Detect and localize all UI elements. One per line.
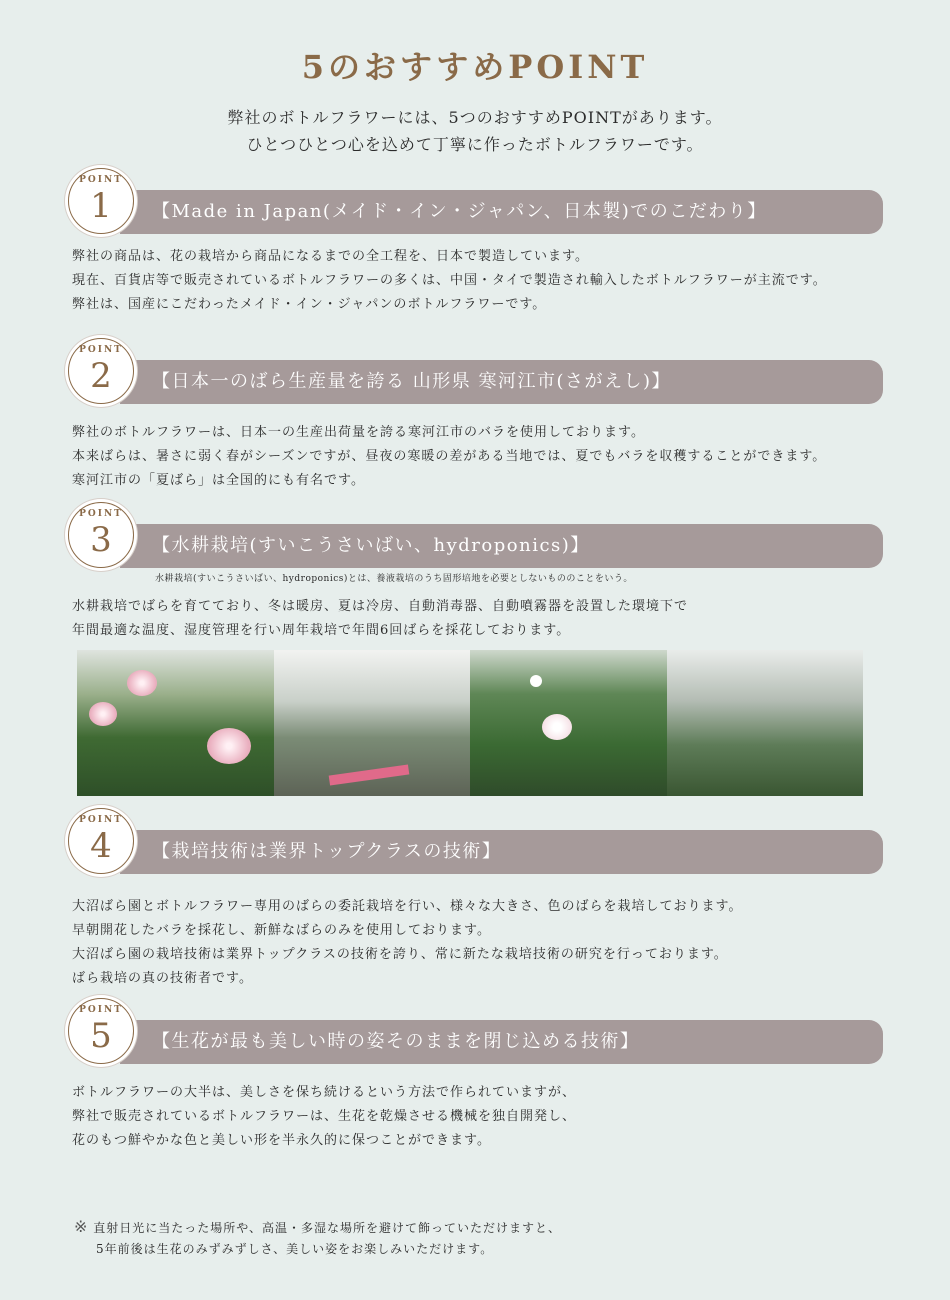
greenhouse-photos: [77, 650, 863, 796]
point-2-header: [68, 338, 883, 402]
badge-number: 4: [90, 826, 112, 866]
point-badge-3: [68, 502, 134, 568]
point-badge-1: [68, 168, 134, 234]
badge-number: 5: [90, 1016, 112, 1056]
point-heading: 【Made in Japan(メイド・イン・ジャパン、日本製)でのこだわり】: [120, 190, 883, 234]
point-5-header: [68, 998, 883, 1062]
intro-line: ひとつひとつ心を込めて丁寧に作ったボトルフラワーです。: [246, 135, 704, 154]
body-line: 弊社の商品は、花の栽培から商品になるまでの全工程を、日本で製造しています。: [72, 249, 589, 264]
point-heading: 【生花が最も美しい時の姿そのままを閉じ込める技術】: [120, 1020, 883, 1064]
body-line: 現在、百貨店等で販売されているボトルフラワーの多くは、中国・タイで製造され輸入したボトルフラワーが主流です。: [72, 273, 827, 288]
body-line: 花のもつ鮮やかな色と美しい形を半永久的に保つことができます。: [72, 1133, 491, 1148]
badge-label: POINT: [79, 1005, 123, 1015]
greenhouse-photo-2: [274, 650, 471, 796]
body-line: 年間最適な温度、湿度管理を行い周年栽培で年間6回ばらを採花しております。: [72, 623, 571, 638]
point-heading: 【栽培技術は業界トップクラスの技術】: [120, 830, 883, 874]
rose-photo-3: [470, 650, 667, 796]
body-line: 本来ばらは、暑さに弱く春がシーズンですが、昼夜の寒暖の差がある当地では、夏でもバラを収穫することができます。: [72, 449, 827, 464]
body-line: 弊社のボトルフラワーは、日本一の生産出荷量を誇る寒河江市のバラを使用しております。: [72, 425, 645, 440]
intro-line: 弊社のボトルフラワーには、5つのおすすめPOINTがあります。: [227, 108, 723, 127]
footnote: [74, 1216, 561, 1260]
body-line: 弊社は、国産にこだわったメイド・イン・ジャパンのボトルフラワーです。: [72, 297, 547, 312]
badge-label: POINT: [79, 345, 123, 355]
point-3-header: [68, 502, 883, 566]
point-badge-2: [68, 338, 134, 404]
intro-text: [0, 104, 950, 158]
greenhouse-photo-4: [667, 650, 864, 796]
point-4-header: [68, 808, 883, 872]
point-heading: 【水耕栽培(すいこうさいばい、hydroponics)】: [120, 524, 883, 568]
footnote-mark: ※: [74, 1217, 89, 1236]
badge-label: POINT: [79, 175, 123, 185]
badge-number: 2: [90, 356, 112, 396]
point-5-body: [72, 1081, 872, 1153]
body-line: ばら栽培の真の技術者です。: [72, 971, 253, 986]
badge-label: POINT: [79, 509, 123, 519]
point-1-header: [68, 168, 883, 232]
point-badge-5: [68, 998, 134, 1064]
page-title: 5のおすすめPOINT: [301, 48, 649, 86]
body-line: 大沼ばら園の栽培技術は業界トップクラスの技術を誇り、常に新たな栽培技術の研究を行っております。: [72, 947, 728, 962]
point-2-body: [72, 421, 872, 493]
body-line: 大沼ばら園とボトルフラワー専用のばらの委託栽培を行い、様々な大きさ、色のばらを栽培しております。: [72, 899, 743, 914]
footnote-line: 5年前後は生花のみずみずしさ、美しい姿をお楽しみいただけます。: [96, 1242, 494, 1256]
badge-label: POINT: [79, 815, 123, 825]
point-1-body: [72, 245, 872, 317]
body-line: 早朝開花したバラを採花し、新鮮なばらのみを使用しております。: [72, 923, 491, 938]
badge-number: 3: [90, 520, 112, 560]
point-4-body: [72, 895, 872, 991]
body-line: 弊社で販売されているボトルフラワーは、生花を乾燥させる機械を独自開発し、: [72, 1109, 577, 1124]
point-badge-4: [68, 808, 134, 874]
body-line: 水耕栽培でばらを育てており、冬は暖房、夏は冷房、自動消毒器、自動噴霧器を設置した環境下で: [72, 599, 689, 614]
badge-number: 1: [90, 186, 112, 226]
hydroponics-note: 水耕栽培(すいこうさいばい、hydroponics)とは、養液栽培のうち固形培地を必要としないもののことをいう。: [155, 574, 633, 584]
rose-photo-1: [77, 650, 274, 796]
body-line: ボトルフラワーの大半は、美しさを保ち続けるという方法で作られていますが、: [72, 1085, 577, 1100]
footnote-line: 直射日光に当たった場所や、高温・多湿な場所を避けて飾っていただけますと、: [93, 1221, 561, 1235]
point-3-body: [72, 595, 872, 643]
body-line: 寒河江市の「夏ばら」は全国的にも有名です。: [72, 473, 365, 488]
point-heading: 【日本一のばら生産量を誇る 山形県 寒河江市(さがえし)】: [120, 360, 883, 404]
